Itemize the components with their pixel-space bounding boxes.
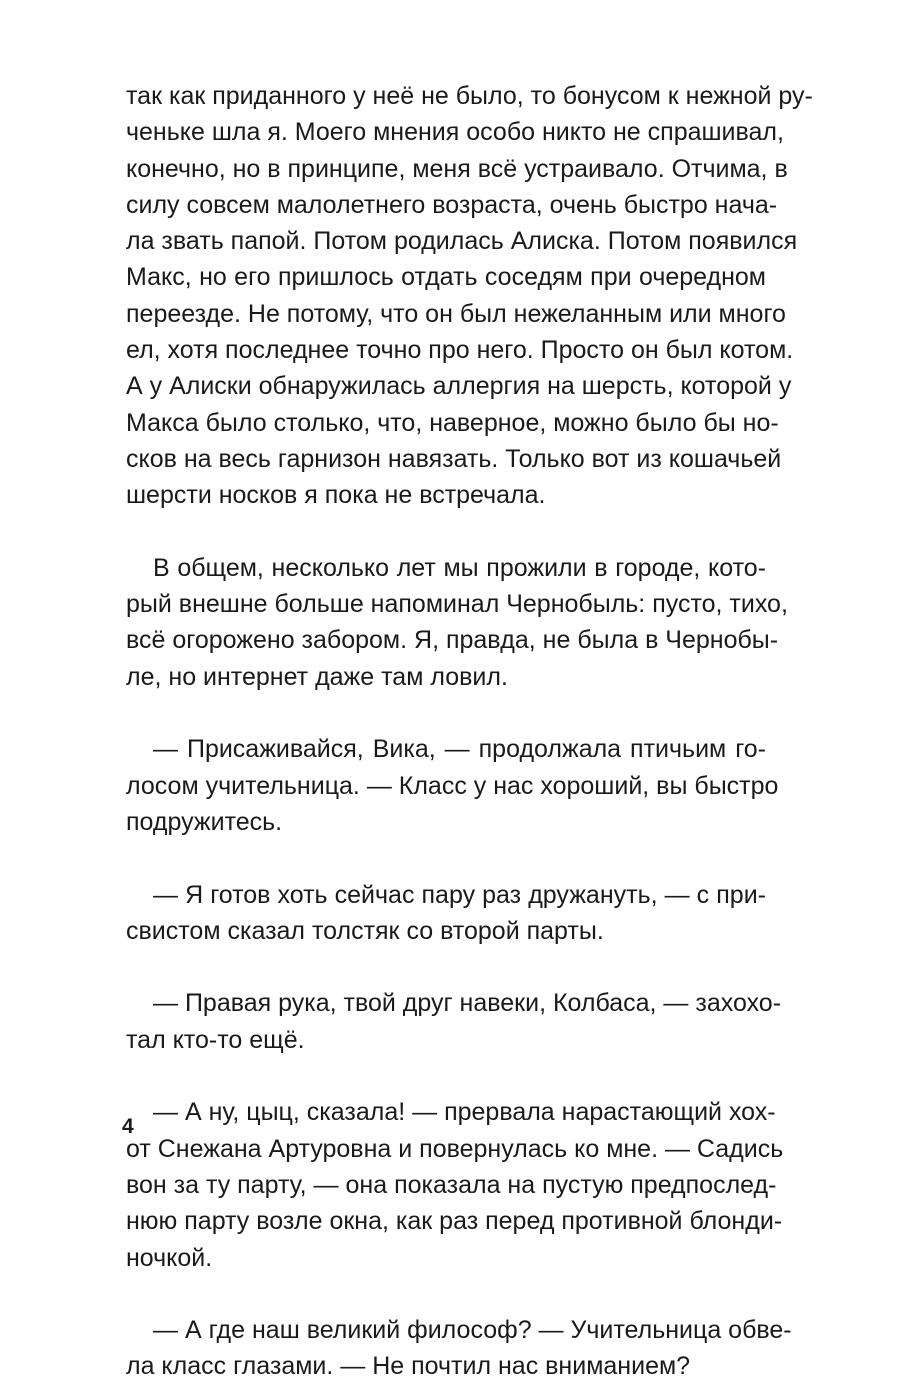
text-line: ле, но интернет даже там ловил. (126, 662, 508, 691)
text-line: рый внешне больше напоминал Чернобыль: пусто, тихо, (126, 590, 788, 619)
text-line: конечно, но в принципе, меня всё устраивало. Отчима, в (126, 154, 788, 183)
text-line: — Присаживайся, Вика, — продолжала птичьим го- (153, 735, 766, 764)
text-line: подружитесь. (126, 807, 283, 836)
paragraph-gap (126, 1276, 766, 1312)
dialogue-paragraph (126, 985, 782, 1058)
text-line: Макс, но его пришлось отдать соседям при очередном (126, 263, 766, 292)
text-line: так как приданного у неё не было, то бонусом к нежной ру- (126, 82, 813, 110)
text-line: В общем, несколько лет мы прожили в городе, кото- (153, 553, 766, 582)
text-line: сков на весь гарнизон навязать. Только вот из кошачьей (126, 444, 782, 473)
text-line: — Я готов хоть сейчас пару раз дружануть, — с при- (153, 880, 766, 909)
text-line: ла звать папой. Потом родилась Алиска. Потом появился (126, 227, 798, 256)
text-line: А у Алиски обнаружилась аллергия на шерсть, которой у (126, 372, 792, 401)
text-line: силу совсем малолетнего возраста, очень быстро нача- (126, 190, 778, 219)
text-line: Макса было столько, что, наверное, можно было бы но- (126, 408, 779, 437)
text-line: — А ну, цыц, сказала! — прервала нарастающий хох- (153, 1098, 776, 1127)
text-line: переезде. Не потому, что он был нежеланным или много (126, 299, 786, 328)
page-body-text (126, 78, 813, 1385)
text-line: вон за ту парту, — она показала на пустую предпослед- (126, 1170, 777, 1199)
text-line: лосом учительница. — Класс у нас хороший, вы быстро (126, 771, 779, 800)
paragraph-gap (126, 514, 766, 550)
text-line: ночкой. (126, 1243, 213, 1272)
page-number: 4 (122, 1115, 134, 1138)
dialogue-paragraph (126, 877, 766, 950)
text-line: — Правая рука, твой друг навеки, Колбаса, — захохо- (153, 989, 782, 1018)
paragraph-gap (126, 949, 766, 985)
paragraph (126, 550, 788, 695)
paragraph-gap (126, 695, 766, 731)
text-line: — А где наш великий философ? — Учительница обве- (153, 1316, 792, 1345)
text-line: ла класс глазами. — Не почтил нас вниманием? (126, 1352, 691, 1381)
paragraph (126, 78, 813, 514)
text-line: нюю парту возле окна, как раз перед противной блонди- (126, 1207, 783, 1236)
text-line: тал кто-то ещё. (126, 1025, 305, 1054)
text-line: шерсти носков я пока не встречала. (126, 481, 546, 510)
dialogue-paragraph (126, 731, 779, 840)
text-line: от Снежана Артуровна и повернулась ко мне. — Садись (126, 1134, 784, 1163)
dialogue-paragraph (126, 1312, 792, 1385)
text-line: ел, хотя последнее точно про него. Просто он был котом. (126, 336, 794, 365)
dialogue-paragraph (126, 1094, 784, 1275)
paragraph-gap (126, 1058, 766, 1094)
paragraph-gap (126, 840, 766, 876)
text-line: всё огорожено забором. Я, правда, не была в Чернобы- (126, 626, 779, 655)
text-line: свистом сказал толстяк со второй парты. (126, 916, 604, 945)
text-line: ченьке шла я. Моего мнения особо никто не спрашивал, (126, 118, 784, 147)
